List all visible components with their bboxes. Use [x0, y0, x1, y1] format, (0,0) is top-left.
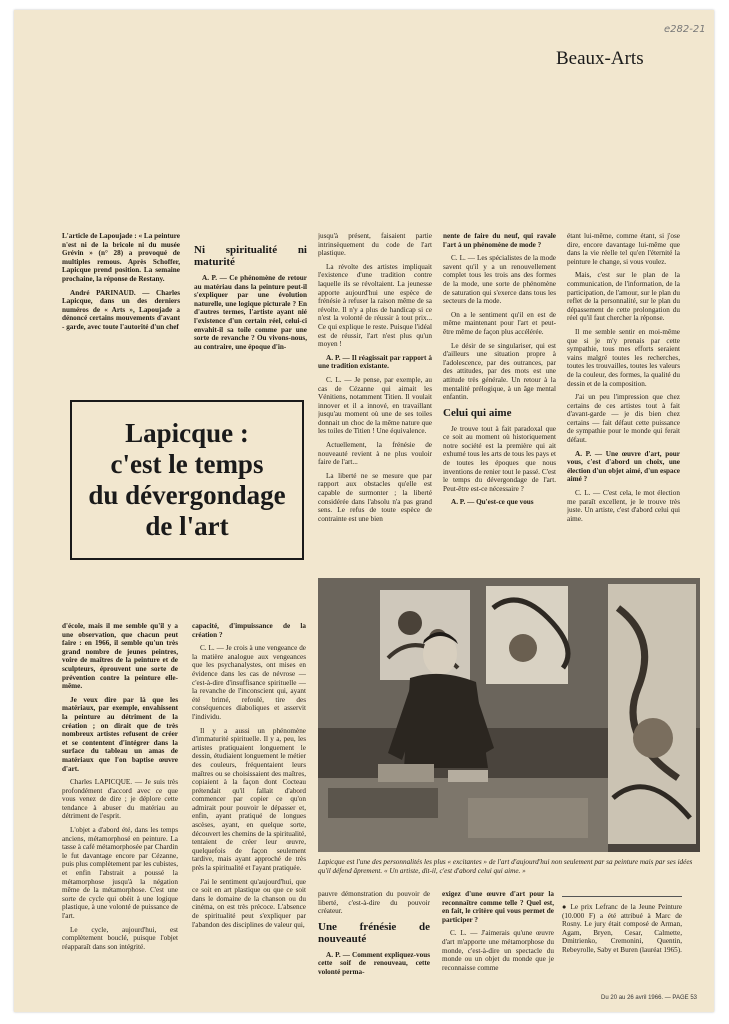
question-paragraph: exigez d'une œuvre d'art pour la reconnaître comme telle ? Quel est, en fait, le critère qui vous permet de participer ? — [442, 890, 554, 924]
paragraph: C. L. — J'aimerais qu'une œuvre d'art m'apporte une métamorphose du monde, c'est-à-dire un spectacle du monde ou un objet du monde que je reconnaisse comme — [442, 929, 554, 972]
paragraph: Je trouve tout à fait paradoxal que ce soit au moment où historiquement notre société est la première qui ait exhumé tous les arts de tous les pays et de toutes les époques que nous inventions de renier tout le passé. C'est le temps du dévergondage de l'art. Peut-être est-ce nécessaire ? — [443, 424, 556, 493]
intro-paragraph: André PARINAUD. — Charles Lapicque, dans un des derniers numéros de « Arts », Lapoujade a dénoncé certains mouvements d'avant - garde, avec toute l'autorité d'un chef — [62, 288, 180, 331]
newspaper-page — [14, 10, 714, 1012]
article-column — [443, 232, 556, 512]
paragraph: Mais, c'est sur le plan de la communication, de l'information, de la participation, de l'amour, sur le plan du reflet de la personnalité, sur le plan du dépassement de cette prolongation du réel qu'il faut chercher la réponse. — [567, 271, 680, 323]
photo-caption: Lapicque est l'une des personnalités les plus « excitantes » de l'art d'aujourd'hui non seulement par sa peinture mais par ses idées qu'il défend âprement. « Un artiste, dit-il, c'est d'abord celui qui aime. » — [318, 858, 693, 875]
paragraph: J'ai le sentiment qu'aujourd'hui, que ce soit en art plastique ou que ce soit dans le domaine de la chanson ou du cinéma, on est très précoce. L'absence de spiritualité peut s'expliquer par l'abandon des disciplines de valeur qui, — [192, 877, 306, 929]
studio-photograph — [318, 578, 700, 852]
question-paragraph: Je veux dire par là que les matériaux, par exemple, envahissent la peinture au détriment de la création ; on dirait que de très nombreux artistes refusent de créer et se contentent d'intégrer dans la surface du tableau un amas de matériaux que l'on baptise œuvre d'art. — [62, 695, 178, 773]
paragraph: ● Le prix Lefranc de la Jeune Peinture (10.000 F) a été attribué à Marc de Rosny. Le jury était composé de Arman, Agam, Bryen, Cesar, Calmette, Dmitrienko, Cremonini, Quentin, Rebeyrolle, Saby et Buren (lauréat 1965). — [562, 903, 682, 954]
intro-column — [62, 232, 180, 337]
paragraph: C. L. — C'est cela, le mot élection me paraît excellent, je le trouve très juste. Un artiste, c'est d'abord celui qui aime. — [567, 489, 680, 523]
subheading: Ni spiritualité ni maturité — [194, 244, 307, 268]
question-paragraph: A. P. — Il réagissait par rapport à une tradition existante. — [318, 353, 432, 371]
article-column — [62, 622, 178, 956]
article-column — [442, 890, 554, 977]
paragraph: Il y a aussi un phénomène d'immaturité spirituelle. Il y a, peu, les artistes pratiquaient longuement le dessin, étudiaient longuement le métier des couleurs, fréquentaient leurs maîtres ou se choisissaient des maîtres, copiaient à la façon dont Cocteau prétendait qu'il fallait d'abord commencer par copier ce qu'on admirait pour pouvoir le dépasser et, enfin, ayant pratiqué de longues ascèses, ayant, en quelque sorte, découvert les chemins de la spiritualité, tentaient de créer leur œuvre, quelquefois de façon seulement tardive, mais ayant approché de très près la spiritualité et l'ayant pratiquée. — [192, 726, 306, 873]
question-paragraph: nente de faire du neuf, qui ravale l'art à un phénomène de mode ? — [443, 232, 556, 249]
paragraph: L'objet a d'abord été, dans les temps anciens, métamorphosé en peinture. La tasse à café métamorphosée par Chardin le fut davantage encore par Cézanne, puis plus complètement par les cubistes, et enfin l'abstrait a poussé la métamorphose jusqu'à la négation même de la métamorphose. C'est une sorte de cycle qui obéit à une logique plastique, à une volonté de puissance de l'art. — [62, 826, 178, 920]
divider-rule — [562, 896, 682, 897]
question-paragraph: A. P. — Ce phénomène de retour au matériau dans la peinture peut-il s'expliquer par une évolution naturelle, une logique picturale ? En d'autres termes, l'artiste ayant nié l'existence d'un certain réel, celui-ci envahit-il sa toile comme par une sorte de revanche ? Ou vivons-nous, au contraire, une époque d'in- — [194, 274, 307, 351]
article-column — [318, 890, 430, 982]
question-paragraph: A. P. — Comment expliquez-vous cette soif de renouveau, cette volonté perma- — [318, 950, 430, 976]
pencil-annotation: e282-21 — [664, 24, 706, 35]
paragraph: pauvre démonstration du pouvoir de liberté, c'est-à-dire du pouvoir créateur. — [318, 890, 430, 916]
paragraph: On a le sentiment qu'il en est de même maintenant pour l'art et peut-être même de façon plus accélérée. — [443, 310, 556, 336]
question-paragraph: d'école, mais il me semble qu'il y a une observation, que chacun peut faire : en 1966, il semble qu'un très grand nombre de jeunes peintres, voire de maîtres de la peinture et de sculpteurs, éprouvent une sorte de prévention contre la peinture elle-même. — [62, 622, 178, 691]
paragraph: C. L. — Les spécialistes de la mode savent qu'il y a un renouvellement complet tous les trois ans des formes de la mode, une sorte de phénomène de saturation qui s'exerce dans tous les secteurs de la mode. — [443, 254, 556, 306]
question-paragraph: A. P. — Une œuvre d'art, pour vous, c'est d'abord un choix, une élection d'un objet aimé, d'un espace aimé ? — [567, 449, 680, 484]
question-paragraph: capacité, d'impuissance de la création ? — [192, 622, 306, 639]
paragraph: La révolte des artistes impliquait l'existence d'une tradition contre laquelle ils se révoltaient. La jeunesse apporte aujourd'hui une espèce de frénésie à refuser la raison même de sa révolte. Il n'y a plus de handicap si ce n'est la volonté de réussir à tout prix... Ce qui explique le reste. Puisque l'idéal est de réussir, l'art n'est plus qu'un moyen ! — [318, 262, 432, 349]
question-paragraph: A. P. — Qu'est-ce que vous — [451, 498, 534, 507]
news-brief — [562, 903, 682, 960]
paragraph: J'ai un peu l'impression que chez certains de ces artistes tout à fait d'avant-garde — je dis bien chez certains — fait défaut cette puissance de sympathie pour le monde qui ferait défaut. — [567, 393, 680, 445]
subheading: Une frénésie de nouveauté — [318, 920, 430, 945]
headline: Lapicque : c'est le temps du dévergondage de l'art — [88, 418, 286, 541]
intro-paragraph: L'article de Lapoujade : « La peinture n'est ni de la bricole ni du musée Grévin » (n° 28) a provoqué de multiples remous. Après Schoffer, Lapicque prend position. La semaine prochaine, la réponse de Restany. — [62, 232, 180, 283]
paragraph: Charles LAPICQUE. — Je suis très profondément d'accord avec ce que vous venez de dire ; je déplore cette tendance à abuser du matériau au détriment de l'esprit. — [62, 778, 178, 821]
artist-photo — [318, 578, 700, 852]
article-column — [194, 242, 307, 356]
subheading: Celui qui aime — [443, 406, 512, 419]
paragraph: Le désir de se singulariser, qui est d'ailleurs une situation propre à l'adolescence, par des outrances, par des attitudes, par des mots est une attitude très générale. Un retour à la mentalité prélogique, à un âge mental enfantin. — [443, 341, 556, 402]
article-column — [192, 622, 306, 934]
paragraph: C. L. — Je pense, par exemple, au cas de Cézanne qui aimait les Vénitiens, notamment Titien. Il voulait innover et il a innové, en travaillant jusqu'au moment où une de ses toiles donnait un choc de la même nature que les toiles de Titien ! Une équivalence. — [318, 375, 432, 436]
paragraph: La liberté ne se mesure que par rapport aux obstacles qu'elle est capable de surmonter ; la liberté considérée dans l'absolu n'a pas grand sens. Le refus de toute espèce de contrainte est une bien — [318, 471, 432, 523]
paragraph: jusqu'à présent, faisaient partie intrinsèquement du code de l'art plastique. — [318, 232, 432, 258]
headline-box — [70, 400, 304, 560]
paragraph: C. L. — Je crois à une vengeance de la matière analogue aux vengeances que les psychanalystes, ont mises en évidence dans les cas de névrose — c'est-à-dire d'insuffisance spirituelle — la revanche de l'inconscient qui, ayant été brimé, refoulé, tire des conséquences diaboliques et asservit l'individu. — [192, 644, 306, 721]
paragraph: Le cycle, aujourd'hui, est complètement bouclé, puisque l'objet réapparaît dans son intégrité. — [62, 925, 178, 951]
paragraph: Il me semble sentir en moi-même que si je m'y prenais par cette sympathie, tous mes efforts seraient vains malgré toutes les recherches, toutes les trouvailles, toutes les valeurs de la couleur, des formes, la qualité du dessin et de la composition. — [567, 327, 680, 388]
paragraph: Actuellement, la frénésie de nouveauté revient à ne plus vouloir faire de l'art... — [318, 441, 432, 467]
paragraph: étant lui-même, comme étant, si j'ose dire, encore davantage lui-même que dans la vie réelle tel qu'en l'éternité la peinture le change, si vous voulez. — [567, 232, 680, 266]
article-column — [318, 232, 432, 528]
page-footer: Du 20 au 26 avril 1966. — PAGE 53 — [601, 995, 697, 1001]
section-title: Beaux-Arts — [556, 48, 644, 69]
article-column — [567, 232, 680, 528]
